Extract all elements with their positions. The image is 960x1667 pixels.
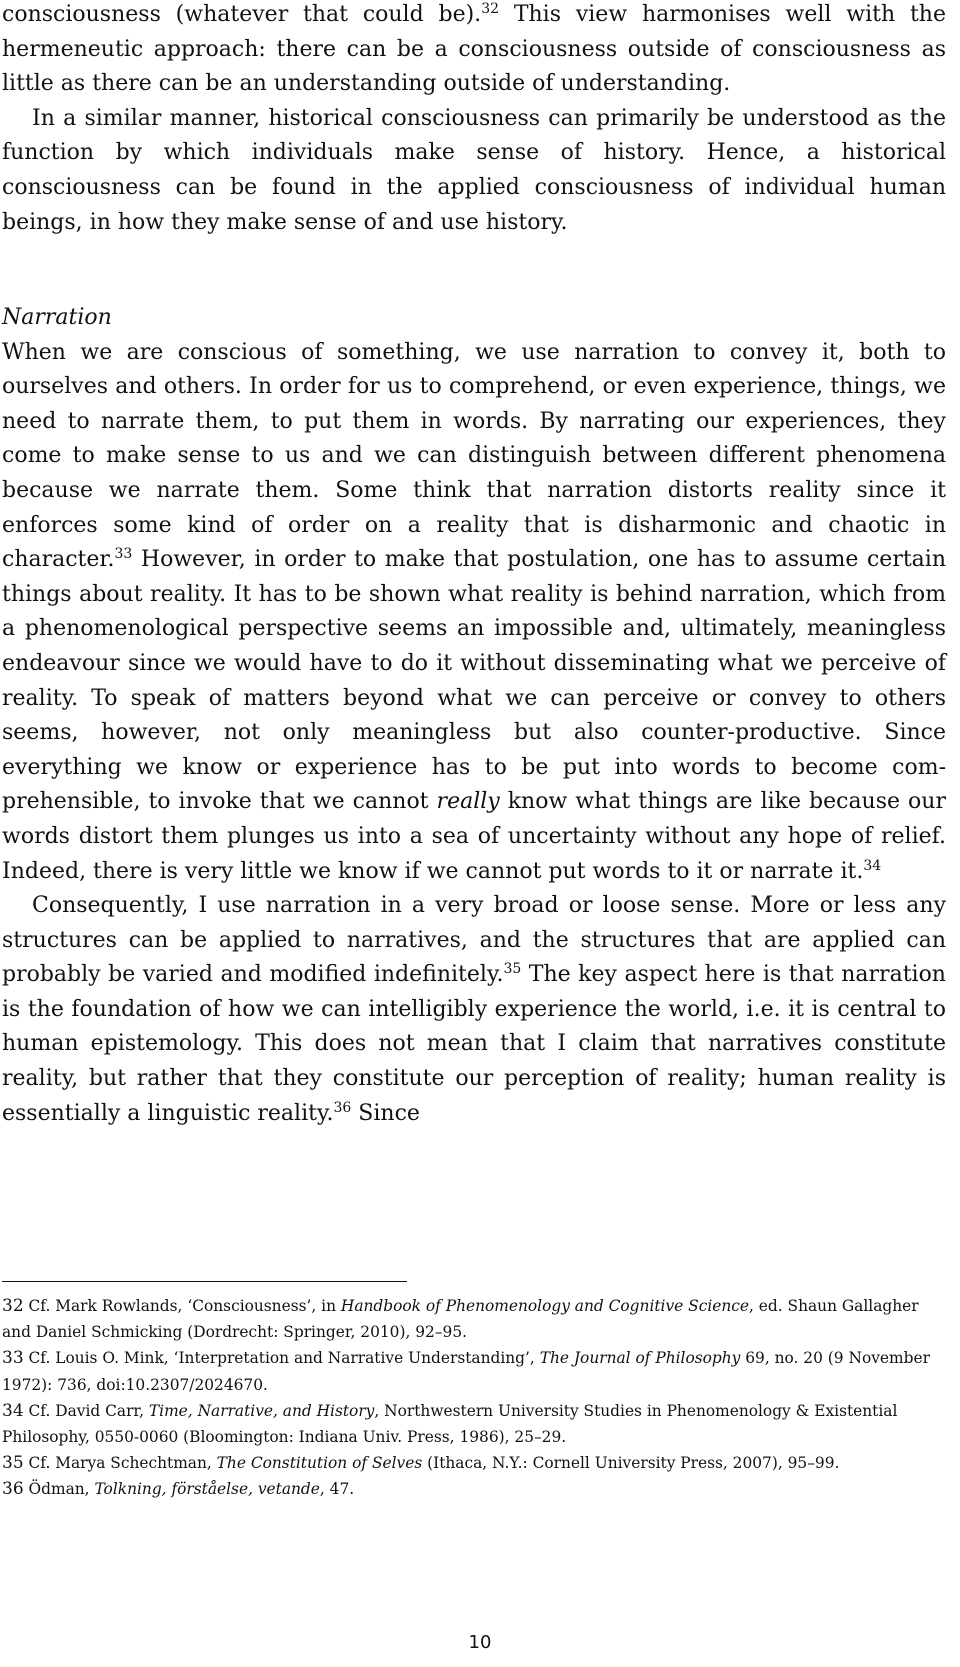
paragraph-historical-consciousness: In a similar manner, historical consciousness can primarily be understood as the function by which individuals make sense of history. Hence, a historical consciousness can be found in the applied consciousness of individual human beings, in how they make sense of and use history. bbox=[2, 105, 946, 235]
paragraph-narration: When we are conscious of something, we use narration to convey it, both to ourselves and others. In order for us to comprehend, or even experience, things, we need to narrate them, to put them in words. By narrating our experiences, they come to make sense to us and we can distinguish between different phenomena because we narrate them. Some think that narration distorts reality since it enforces some kind of order on a reality that is disharmonic and chaotic in character.$^{33}$ However, in order to make that postulation, one has to assume certain things about reality. It has to be shown what reality is behind narration, which from a phenomenological perspective seems an impossible and, ultimately, meaningless endeavour since we would have to do it without disseminating what we perceive of reality. To speak of matters beyond what we can perceive or convey to others seems, however, not only meaningless but also counter-productive. Since everything we know or experience has to be put into words to become comprehensible, to invoke that we cannot really know what things are like because our words distort them plunges us into a sea of uncertainty without any hope of relief. Indeed, there is very little we know if we cannot put words to it or narrate it.$^{34}$ bbox=[2, 339, 946, 884]
footnote-ref-35[interactable]: 35 bbox=[503, 961, 522, 978]
footnote-item: 32 Cf. Mark Rowlands, ‘Consciousness’, in Handbook of Phenomenology and Cognitive Science, ed. Shaun Gallagher and Daniel Schmicking (Dordrecht: Springer, 2010), 92–95. bbox=[2, 1296, 919, 1342]
footnote-number: 32 bbox=[2, 1296, 24, 1316]
footnote-item: 34 Cf. David Carr, Time, Narrative, and History, Northwestern University Studies in Phenomenology & Existential Philosophy, 0550-0060 (Bloomington: Indiana Univ. Press, 1986), 25–29. bbox=[2, 1400, 898, 1447]
body-section-narration bbox=[2, 301, 946, 1131]
footnote-item: 35 Cf. Marya Schechtman, The Constitution of Selves (Ithaca, N.Y.: Cornell University Press, 2007), 95–99. bbox=[2, 1453, 840, 1474]
footnote-item: 33 Cf. Louis O. Mink, ‘Interpretation and Narrative Understanding’, The Journal of Philosophy 69, no. 20 (9 November 1972): 736, doi:10.2307/2024670. bbox=[2, 1348, 930, 1394]
footnote-ref-32[interactable]: 32 bbox=[481, 1, 500, 17]
footnote-ref-33[interactable]: 33 bbox=[114, 546, 133, 563]
paragraph-consciousness: consciousness (whatever that could be).$^{32}$ This view harmonises well with the hermeneutic approach: there can be a consciousness outside of consciousness as little as there can be an understanding outside of understanding. bbox=[2, 1, 946, 97]
footnote-number: 33 bbox=[2, 1348, 24, 1369]
footnote-ref-34[interactable]: 34 bbox=[863, 857, 882, 874]
footnote-number: 36 bbox=[2, 1479, 24, 1500]
footnote-item: 36 Ödman, Tolkning, förståelse, vetande, 47. bbox=[2, 1479, 355, 1500]
page-number: 10 bbox=[468, 1632, 492, 1653]
body-section-intro bbox=[2, 0, 946, 240]
footnote-number: 35 bbox=[2, 1453, 24, 1474]
paragraph-consequently: Consequently, I use narration in a very broad or loose sense. More or less any structures can be applied to narratives, and the structures that are applied can probably be varied and modified indefinitely.$^{35}$ The key aspect here is that narration is the foundation of how we can intelligibly experience the world, i.e. it is central to human epistemology. This does not mean that I claim that narratives constitute reality, but rather that they constitute our perception of reality; human reality is essentially a linguistic reality.$^{36}$ Since bbox=[2, 893, 946, 1126]
footnote-ref-36[interactable]: 36 bbox=[333, 1099, 352, 1116]
section-heading: Narration bbox=[2, 305, 112, 330]
footnote-divider bbox=[2, 1281, 407, 1282]
footnotes bbox=[2, 1293, 946, 1503]
emphasis-text: really bbox=[436, 789, 500, 815]
footnote-number: 34 bbox=[2, 1400, 24, 1421]
